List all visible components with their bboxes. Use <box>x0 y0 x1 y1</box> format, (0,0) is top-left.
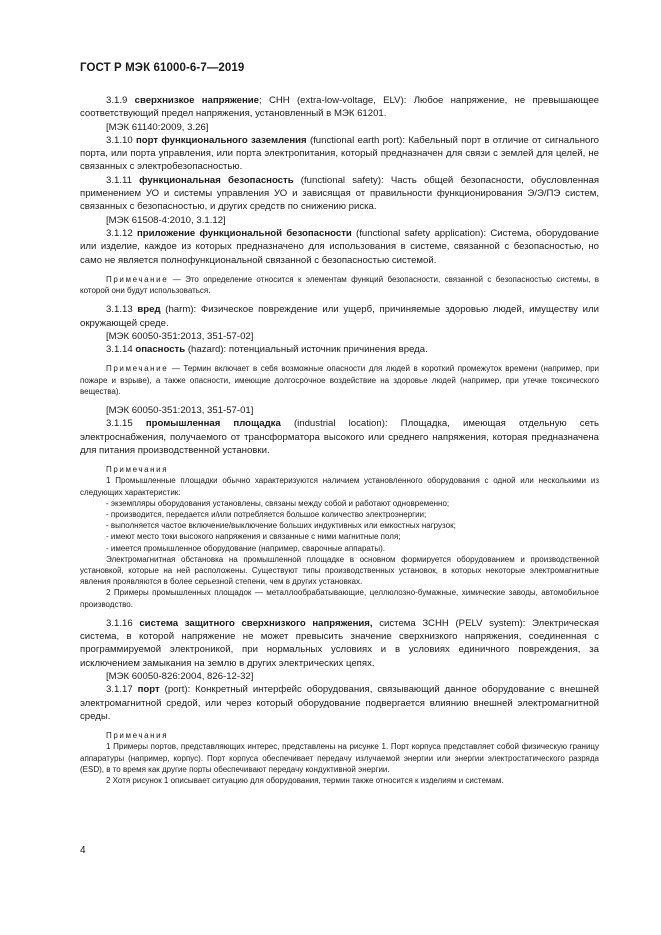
note-text: — Это определение относится к элементам функций безопасности, связанной с безопасностью системы, в которой они будут использоваться. <box>80 274 599 296</box>
clause-number: 3.1.13 <box>106 304 133 316</box>
clause-number: 3.1.16 <box>106 617 133 629</box>
definition-text: (industrial location): Площадка, имеющая отдельную сеть электроснабжения, получаемого от трансформатора высокого или среднего напряжения, которая предназначена для питания производственной установки. <box>80 418 599 456</box>
note-2: 2 Примеры промышленных площадок — металлообрабатывающие, целлюлозно-бумажные, химические заводы, автомобильное производство. <box>80 588 599 609</box>
list-item: - экземпляры оборудования установлены, связаны между собой и работают одновременно; <box>106 498 450 508</box>
definition-text: (harm): Физическое повреждение или ущерб, причиняемые здоровью людей, имуществу или окружающей среде. <box>80 304 599 329</box>
reference: [МЭК 60050-826:2004, 826-12-32] <box>106 671 254 683</box>
term: приложение функциональной безопасности <box>136 227 352 239</box>
list-item: - производится, передается и/или потребляется большое количество электроэнергии; <box>106 510 427 520</box>
clause-number: 3.1.9 <box>106 95 128 106</box>
note-label: Примечание <box>106 364 169 374</box>
clause-number: 3.1.12 <box>106 227 133 239</box>
term: вред <box>137 304 161 316</box>
definition-3-1-10 <box>80 134 599 174</box>
note <box>80 363 599 397</box>
definition-3-1-14 <box>80 343 599 356</box>
clause-number: 3.1.15 <box>106 418 133 430</box>
definition-3-1-11 <box>80 174 599 214</box>
term: функциональная безопасность <box>139 174 294 186</box>
definition-text: система ЗСНН (PELV system): Электрическая система, в которой напряжение не может превысить значение сверхнизкого напряжения, соединенная с программируемой электроникой, при нормальных условиях и в условиях единичного повреждения, за исключением замыкания на землю в других электрических цепях. <box>80 617 600 669</box>
notes-label: Примечания <box>106 465 169 475</box>
list-item: - имеется промышленное оборудование (например, сварочные аппараты). <box>106 543 385 553</box>
term: порт <box>137 684 160 696</box>
definition-text: (functional safety application): Система, оборудование или изделие, каждое из которых предназначено для использования в системе, связанной с безопасностью, но само не является полнофункциональной связанной с безопасностью системой. <box>80 227 600 266</box>
note-1: 1 Примеры портов, представляющих интерес, представлены на рисунке 1. Порт корпуса представляет собой физическую границу аппаратуры (например, корпус). Порт корпуса обеспечивает передачу излучаемой энергии или энергии электростатического разряда (ESD), в то время как другие порты обеспечивают передачу кондуктивной энергии. <box>80 742 599 774</box>
note-2: 2 Хотя рисунок 1 описывает ситуацию для оборудования, термин также относится к изделиям и системам. <box>106 776 504 786</box>
definition-text: ; СНН (extra-low-voltage, ELV): Любое напряжение, не превышающее соответствующий предел напряжения, установленный в МЭК 61201. <box>80 95 599 120</box>
note-label: Примечание <box>106 274 169 284</box>
definition-text: (functional safety): Часть общей безопасности, обусловленная применением УО и системы управления УО и зависящая от правильности функционирования Э/Э/ПЭ систем, связанных с безопасностью, и других средств по снижению риска. <box>80 174 600 213</box>
term: порт функционального заземления <box>135 134 307 146</box>
page-header: ГОСТ Р МЭК 61000-6-7—2019 <box>80 62 245 74</box>
term: промышленная площадка <box>145 418 281 430</box>
reference: [МЭК 60050-351:2013, 351-57-01] <box>106 405 254 417</box>
definition-3-1-16 <box>80 617 599 670</box>
definition-text: (hazard): потенциальный источник причинения вреда. <box>185 344 428 356</box>
definition-3-1-13 <box>80 303 599 330</box>
reference: [МЭК 61140:2009, 3.26] <box>106 121 209 133</box>
note-1: 1 Промышленные площадки обычно характеризуются наличием установленного оборудования с одной или несколькими из следующих характеристик: <box>80 476 599 497</box>
note <box>80 274 599 296</box>
note-text: — Термин включает в себя возможные опасности для людей в короткий промежуток времени (например, при пожаре и взрыве), а также опасности, имеющие долгосрочное воздействие на здоровье людей (например, при утечке токсического вещества). <box>80 364 599 396</box>
term: сверхнизкое напряжение <box>134 95 260 106</box>
definition-text: (functional earth port): Кабельный порт в отличие от сигнального порта, или порта управления, или порта электропитания, который предназначен для связи с землей для целей, не связанных с электробезопасностью. <box>80 134 599 173</box>
notes-label: Примечания <box>106 731 169 741</box>
term: система защитного сверхнизкого напряжения, <box>139 617 373 629</box>
definition-3-1-17 <box>80 683 599 723</box>
definition-3-1-9 <box>80 94 599 121</box>
clause-number: 3.1.10 <box>106 134 133 146</box>
definition-3-1-15 <box>80 417 599 457</box>
reference: [МЭК 60050-351:2013, 351-57-02] <box>106 330 254 342</box>
definition-text: (port): Конкретный интерфейс оборудования, связывающий данное оборудование с внешней электромагнитной средой, или через который оборудование подвергается влиянию внешней электромагнитной среды. <box>80 684 599 722</box>
list-item: - выполняется частое включение/выключение больших индуктивных или емкостных нагрузок; <box>106 521 456 531</box>
page-number: 4 <box>80 845 86 856</box>
clause-number: 3.1.17 <box>106 684 133 696</box>
note-1-continuation: Электромагнитная обстановка на промышленной площадке в основном формируется оборудованием и производственной установкой, которые на ней расположены. Существуют типы производственных установок, в которых некоторые электромагнитные явления проявляются в более серьезной степени, чем в других установках. <box>80 554 599 587</box>
reference: [МЭК 61508-4:2010, 3.1.12] <box>106 214 226 226</box>
clause-number: 3.1.14 <box>106 344 133 356</box>
list-item: - имеют место токи высокого напряжения и связанные с ними магнитные поля; <box>106 532 401 542</box>
definition-3-1-12 <box>80 227 599 267</box>
document-body <box>80 94 599 786</box>
term: опасность <box>135 344 186 356</box>
clause-number: 3.1.11 <box>106 174 132 186</box>
